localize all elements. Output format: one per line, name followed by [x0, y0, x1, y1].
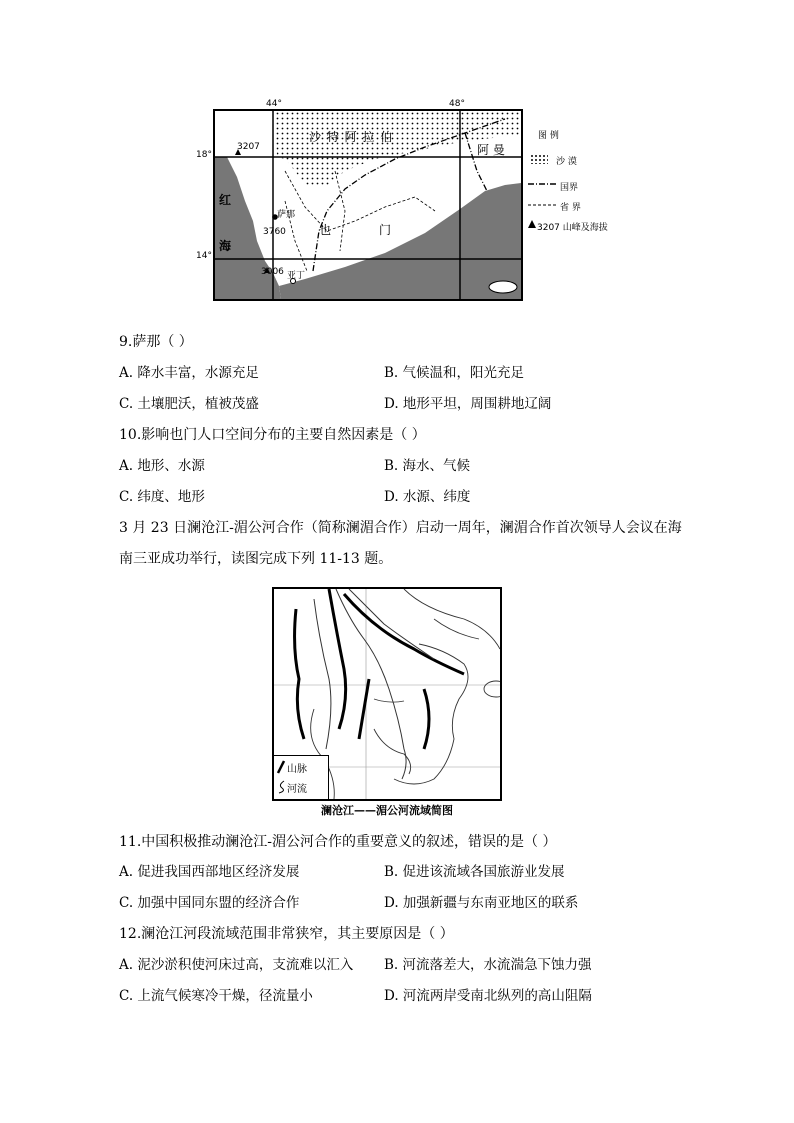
river-icon [276, 780, 286, 794]
coastline [404, 589, 500, 649]
lat-14-label: 14° [196, 251, 212, 261]
socotra-island [489, 281, 517, 293]
gulf-of-aden [279, 183, 521, 299]
q12-option-b[interactable]: B. 河流落差大，水流湍急下蚀力强 [384, 957, 592, 973]
map1-legend [528, 128, 628, 238]
lon-48-label: 48° [449, 99, 465, 109]
legend-province-swatch [528, 200, 558, 210]
q9-option-a[interactable]: A. 降水丰富，水源充足 [119, 365, 259, 381]
lon-44-label: 44° [266, 99, 282, 109]
q11-stem: 11.中国积极推动澜沧江-湄公河合作的重要意义的叙述，错误的是（ ） [119, 834, 557, 850]
region-yemen-label-2: 门 [379, 223, 392, 237]
legend-border-swatch [528, 179, 558, 189]
coastline [394, 644, 468, 784]
q10-stem: 10.影响也门人口空间分布的主要自然因素是（ ） [119, 427, 426, 443]
region-yemen-label-1: 也 [319, 223, 332, 237]
mountain-range [295, 609, 304, 739]
legend-mountain: 山脉 [287, 764, 307, 775]
legend-peak: 3207 山峰及海拔 [537, 223, 608, 233]
red-sea-label-1: 红 [219, 193, 232, 207]
q11-option-d[interactable]: D. 加强新疆与东南亚地区的联系 [384, 895, 579, 911]
peak-label: 3006 [261, 267, 284, 277]
map2-caption: 澜沧江——湄公河流域简图 [321, 804, 453, 817]
legend-province-border: 省 界 [560, 203, 581, 213]
city-aden-label: 亚丁 [287, 271, 306, 281]
mountain-range [424, 689, 429, 749]
legend-desert-swatch [530, 154, 548, 164]
river [349, 589, 434, 659]
mountain-icon [276, 760, 286, 774]
peak-label: 3207 [237, 142, 260, 152]
intro-line-2: 南三亚成功举行，读图完成下列 11-13 题。 [119, 551, 393, 567]
city-sanaa-label: 萨那 [277, 210, 296, 220]
mountain-range [359, 679, 369, 739]
legend-desert: 沙 漠 [556, 157, 577, 167]
hainan-island [484, 681, 500, 697]
river [374, 699, 404, 702]
q9-option-c[interactable]: C. 土壤肥沃，植被茂盛 [119, 396, 259, 412]
q12-option-c[interactable]: C. 上流气候寒冷干燥，径流量小 [119, 988, 313, 1004]
q10-option-a[interactable]: A. 地形、水源 [119, 458, 205, 474]
lancang-mekong-map [272, 587, 502, 801]
q12-stem: 12.澜沧江河段流域范围非常狭窄，其主要原因是（ ） [119, 926, 454, 942]
river [434, 619, 479, 639]
peak-label: 3760 [263, 227, 286, 237]
q12-option-a[interactable]: A. 泥沙淤积使河床过高，支流难以汇入 [119, 957, 354, 973]
legend-title: 图 例 [538, 131, 559, 141]
mountain-range [344, 594, 464, 674]
q10-option-b[interactable]: B. 海水、气候 [384, 458, 471, 474]
q11-option-c[interactable]: C. 加强中国同东盟的经济合作 [119, 895, 300, 911]
peak-icon [528, 220, 536, 228]
q12-option-d[interactable]: D. 河流两岸受南北纵列的高山阻隔 [384, 988, 592, 1004]
q11-option-b[interactable]: B. 促进该流域各国旅游业发展 [384, 864, 565, 880]
river [314, 599, 331, 749]
q9-option-b[interactable]: B. 气候温和，阳光充足 [384, 365, 525, 381]
mountain-range [329, 589, 346, 729]
intro-line-1: 3 月 23 日澜沧江-湄公河合作（简称澜湄合作）启动一周年，澜湄合作首次领导人会议在海 [119, 520, 682, 536]
q9-option-d[interactable]: D. 地形平坦，周围耕地辽阔 [384, 396, 552, 412]
region-oman-label: 阿 曼 [477, 143, 505, 157]
q11-option-a[interactable]: A. 促进我国西部地区经济发展 [119, 864, 300, 880]
legend-national-border: 国界 [560, 183, 579, 193]
q10-option-c[interactable]: C. 纬度、地形 [119, 489, 205, 505]
q10-option-d[interactable]: D. 水源、纬度 [384, 489, 471, 505]
red-sea-label-2: 海 [219, 239, 232, 253]
legend-river: 河流 [287, 784, 307, 795]
yemen-map [213, 109, 523, 301]
province-border [335, 171, 345, 251]
q9-stem: 9.萨那（ ） [119, 334, 193, 350]
map2-legend [274, 755, 329, 800]
region-saudi-label: 沙 特 阿 拉 伯 [309, 130, 394, 144]
lat-18-label: 18° [196, 150, 212, 160]
